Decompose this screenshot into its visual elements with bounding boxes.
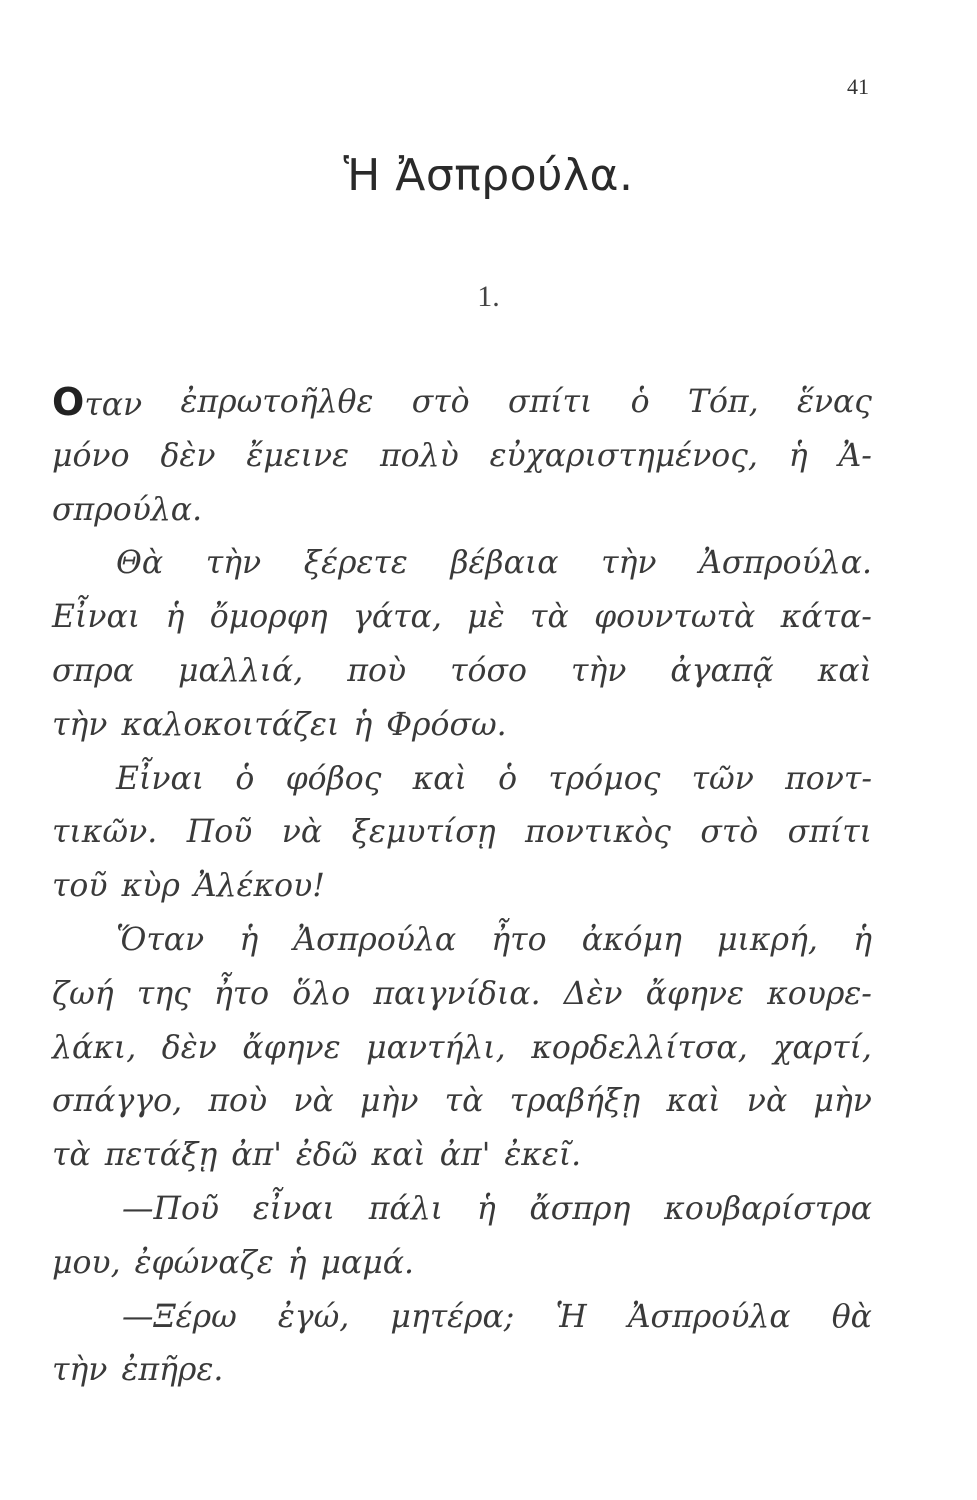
word: φουντωτὰ: [594, 599, 756, 636]
word: μὴν: [359, 1083, 419, 1120]
word: ἡ: [788, 437, 808, 474]
text-line: [52, 1075, 872, 1129]
word: σπάγγο,: [52, 1083, 183, 1120]
word: τὰ: [52, 1137, 91, 1174]
word: Φρόσω.: [386, 706, 507, 743]
word: τόσο: [450, 652, 527, 689]
word: τὰ: [444, 1083, 484, 1120]
word: ξεμυτίσῃ: [351, 814, 496, 851]
word: μὴν: [813, 1083, 872, 1120]
text-line: [52, 1183, 872, 1237]
word: καὶ: [817, 652, 872, 689]
word: Τόπ,: [687, 384, 759, 420]
word: εἶναι: [252, 1190, 335, 1227]
text-line: [52, 806, 872, 860]
word: τὴν: [52, 1352, 108, 1389]
word: —Ξέρω: [122, 1298, 237, 1335]
text-line: [52, 645, 872, 699]
word: ἀπ': [231, 1137, 282, 1174]
word: ἦτο: [491, 921, 547, 958]
word: ἡ: [287, 1244, 307, 1281]
word: ἀγαπᾷ: [670, 652, 774, 689]
word: ἄφηνε: [645, 975, 744, 1012]
word: ἐπρωτοῆλθε: [180, 384, 374, 420]
word: σπρα: [52, 652, 134, 689]
word: Εἶναι: [52, 599, 141, 636]
word: [52, 376, 142, 430]
word: της: [136, 975, 191, 1012]
word: —Ποῦ: [122, 1190, 220, 1227]
word: ἄσπρη: [529, 1190, 631, 1227]
word: ποὺ: [208, 1083, 268, 1120]
word: πολὺ: [379, 437, 459, 474]
word: τὴν: [570, 652, 627, 689]
word: φόβος: [285, 760, 382, 797]
word: ἐπῆρε.: [121, 1352, 224, 1389]
word: τραβήξῃ: [509, 1083, 641, 1120]
text-line: [52, 860, 872, 914]
word: νὰ: [281, 814, 323, 851]
word: δὲν: [160, 437, 216, 474]
word: δὲν: [161, 1029, 217, 1066]
word: μόνο: [52, 437, 130, 474]
text-line: [52, 914, 872, 968]
word: Ἀ-: [838, 437, 872, 474]
text-line: [52, 699, 872, 753]
word: κορδελλίτσα,: [531, 1029, 748, 1066]
word: καλοκοιτάζει: [121, 706, 340, 743]
word: Ποῦ: [186, 814, 253, 851]
word: ὄμορφη: [209, 599, 328, 636]
word: ποντ-: [785, 760, 872, 797]
word: εὐχαριστημένος,: [489, 437, 758, 474]
word: μαντήλι,: [366, 1029, 506, 1066]
text-line: [52, 537, 872, 591]
text-line: [52, 753, 872, 807]
text-line: [52, 1129, 872, 1183]
word: μητέρα;: [390, 1298, 515, 1335]
word: ἐδῶ: [295, 1137, 358, 1174]
word: ὅλο: [292, 975, 351, 1012]
initial-letter: Ο: [52, 380, 85, 424]
word: μὲ: [467, 599, 505, 636]
word: ποὺ: [347, 652, 407, 689]
word: ποντικὸς: [525, 814, 671, 851]
page-title: Ἡ Ἀσπρούλα.: [343, 150, 634, 201]
word: τῶν: [691, 760, 754, 797]
word: καὶ: [412, 760, 467, 797]
word: νὰ: [746, 1083, 788, 1120]
word: σπίτι: [507, 384, 593, 420]
word: τὴν: [205, 545, 262, 582]
word: κάτα-: [780, 599, 872, 636]
word: ἡ: [165, 599, 185, 636]
word: ἀπ': [439, 1137, 491, 1174]
word: ἀκόμη: [581, 921, 682, 958]
word: τὴν: [52, 706, 108, 743]
word: γάτα,: [353, 599, 442, 636]
word: Θὰ: [116, 545, 164, 582]
word: Ἀσπρούλα: [627, 1298, 791, 1335]
word: ἐκεῖ.: [504, 1137, 582, 1174]
text-line: [52, 1344, 872, 1398]
word: σπρούλα.: [52, 491, 203, 528]
word: ἄφηνε: [242, 1029, 341, 1066]
text-line: [52, 968, 872, 1022]
word: κουβαρίστρα: [664, 1190, 872, 1227]
word: ζωή: [52, 975, 114, 1012]
word: Ἀσπρούλα: [293, 921, 457, 958]
word: Δὲν: [563, 975, 623, 1012]
word: νὰ: [293, 1083, 334, 1120]
word: μικρή,: [717, 921, 818, 958]
word: ἡ: [476, 1190, 496, 1227]
word: χαρτί,: [773, 1029, 872, 1066]
word: βέβαια: [450, 545, 559, 582]
word-rest: ταν: [84, 387, 143, 423]
word: Ὅταν: [116, 921, 205, 958]
text-line: [52, 1237, 872, 1291]
word: ὁ: [498, 760, 518, 797]
word: κὺρ: [121, 868, 180, 905]
word: ξέρετε: [303, 545, 408, 582]
word: στὸ: [700, 814, 759, 851]
word: ἕνας: [796, 384, 872, 420]
word: Ἀσπρούλα.: [699, 545, 872, 582]
word: ὁ: [235, 760, 255, 797]
page-number: 41: [847, 74, 869, 99]
word: τοῦ: [52, 868, 108, 905]
chapter-number: 1.: [477, 280, 500, 313]
word: Ἡ: [555, 1298, 587, 1335]
word: σπίτι: [787, 814, 872, 851]
word: ἡ: [239, 921, 259, 958]
text-line: [52, 591, 872, 645]
word: ἡ: [353, 706, 373, 743]
word: τὴν: [601, 545, 657, 582]
word: Ἀλέκου!: [193, 868, 325, 905]
word: στὸ: [411, 384, 470, 420]
word: μου,: [52, 1244, 121, 1281]
word: ἡ: [853, 921, 872, 958]
text-line: [52, 1291, 872, 1345]
word: κουρε-: [767, 975, 872, 1012]
word: τικῶν.: [52, 814, 158, 851]
word: ἔμεινε: [246, 437, 350, 474]
word: τὰ: [530, 599, 569, 636]
word: μαμά.: [320, 1244, 415, 1281]
word: Εἶναι: [116, 760, 205, 797]
word: παιγνίδια.: [373, 975, 541, 1012]
word: ἐφώναζε: [134, 1244, 274, 1281]
word: ὁ: [630, 384, 650, 420]
word: ἦτο: [213, 975, 270, 1012]
word: μαλλιά,: [177, 652, 304, 689]
text-line: [52, 430, 872, 484]
word: ἐγώ,: [277, 1298, 350, 1335]
text-line: [52, 1022, 872, 1076]
body-text: [52, 376, 872, 1398]
word: τρόμος: [548, 760, 661, 797]
word: θὰ: [831, 1298, 872, 1335]
word: καὶ: [371, 1137, 426, 1174]
word: πάλι: [368, 1190, 444, 1227]
text-line: [52, 484, 872, 538]
word: λάκι,: [52, 1029, 137, 1066]
word: καὶ: [666, 1083, 721, 1120]
text-line: [52, 376, 872, 430]
word: πετάξῃ: [104, 1137, 218, 1174]
